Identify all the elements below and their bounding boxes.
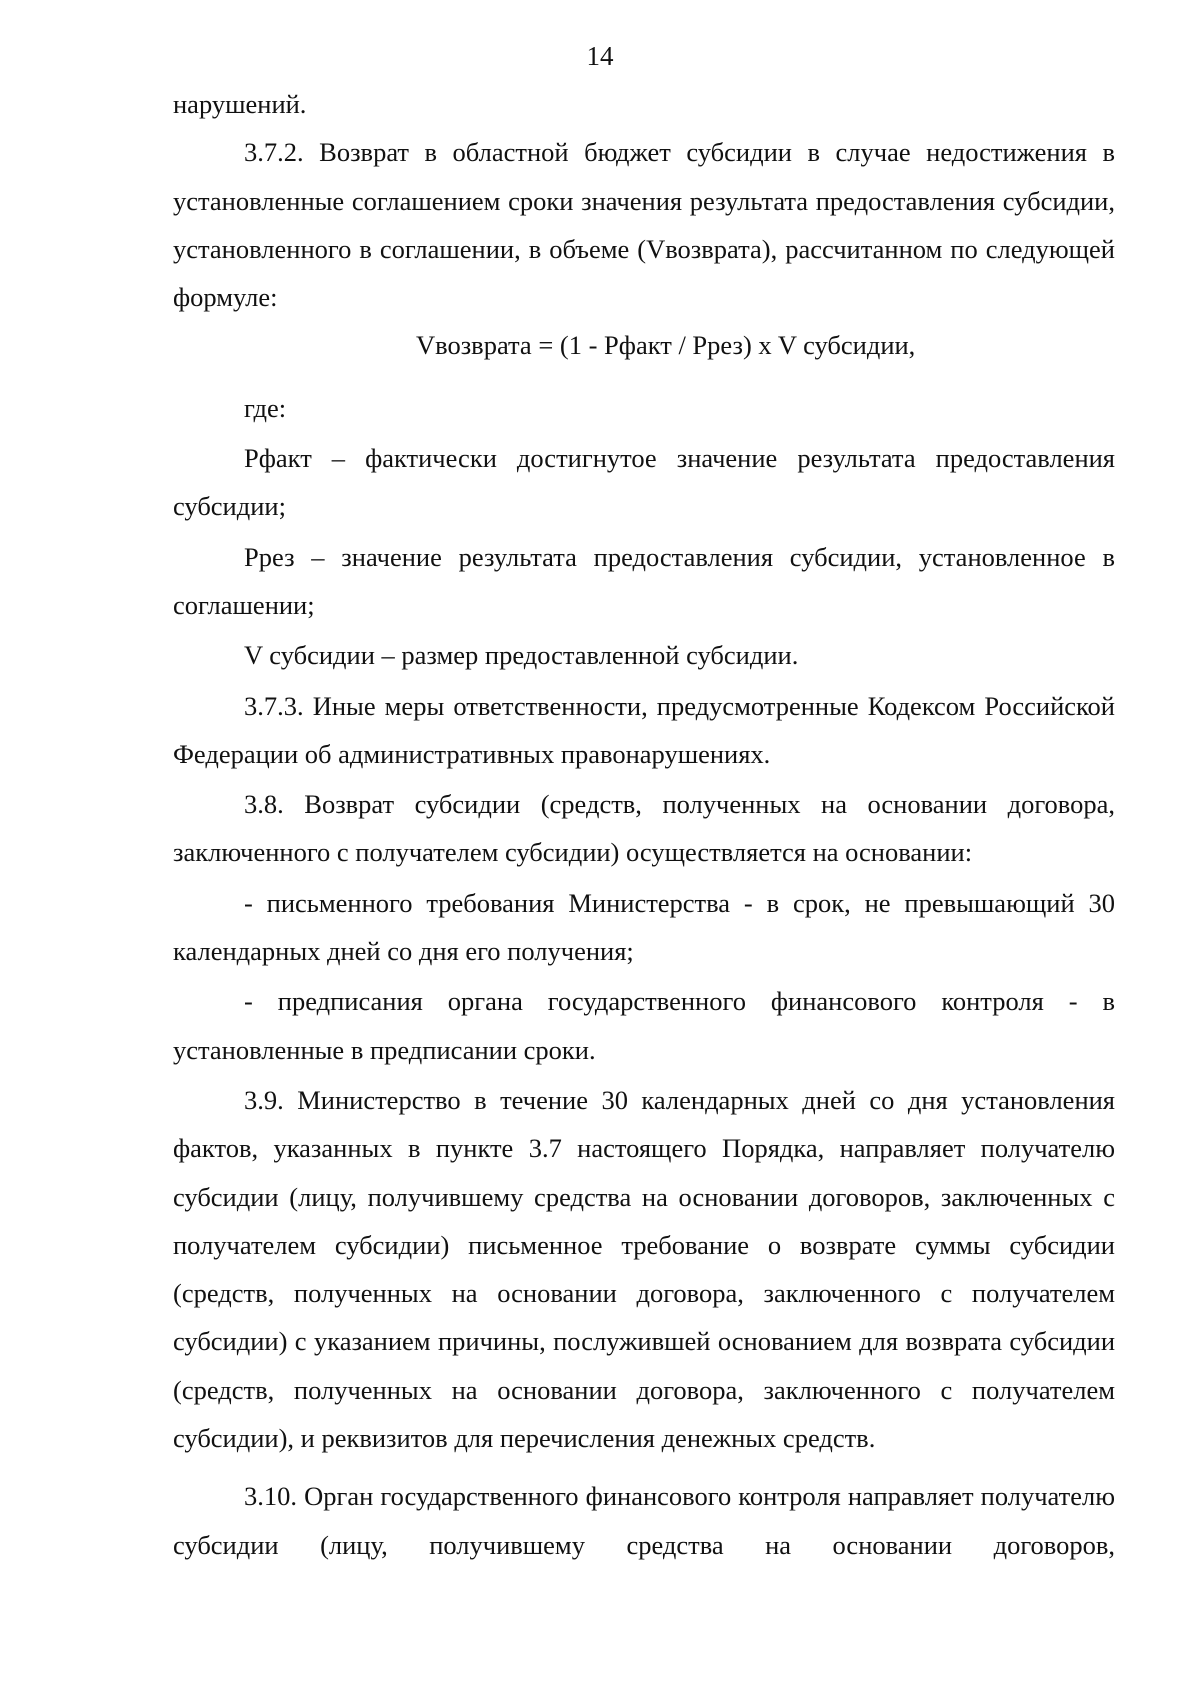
- paragraph-3-9: 3.9. Министерство в течение 30 календарных дней со дня установления фактов, указанных в пункте 3.7 настоящего Порядка, направляет получателю субсидии (лицу, получившему средства на основании договоров, заключенных с получателем субсидии) письменное требование о возврате суммы субсидии (средств, полученных на основании договора, заключенного с получателем субсидии) с указанием причины, послужившей основанием для возврата субсидии (средств, полученных на основании договора, заключенного с получателем субсидии), и реквизитов для перечисления денежных средств.: [173, 1084, 1115, 1454]
- paragraph-3-7-2: 3.7.2. Возврат в областной бюджет субсидии в случае недостижения в установленные соглашением сроки значения результата предоставления субсидии, установленного в соглашении, в объеме (Vвозврата), рассчитанном по следующей формуле:: [173, 137, 1115, 313]
- paragraph-prez: Pрез – значение результата предоставления субсидии, установленное в соглашении;: [173, 541, 1115, 620]
- formula: Vвозврата = (1 - Pфакт / Pрез) x V субсидии,: [416, 330, 916, 361]
- paragraph-3-7-3: 3.7.3. Иные меры ответственности, предусмотренные Кодексом Российской Федерации об административных правонарушениях.: [173, 690, 1115, 769]
- paragraph-3-10: 3.10. Орган государственного финансового контроля направляет получателю субсидии (лицу, получившему средства на основании договоров,: [173, 1481, 1115, 1560]
- paragraph-pfact: Pфакт – фактически достигнутое значение результата предоставления субсидии;: [173, 443, 1115, 522]
- paragraph-3-8: 3.8. Возврат субсидии (средств, полученных на основании договора, заключенного с получателем субсидии) осуществляется на основании:: [173, 789, 1115, 868]
- paragraph-written-demand: - письменного требования Министерства - в срок, не превышающий 30 календарных дней со дня его получения;: [173, 887, 1115, 967]
- paragraph-continuation: нарушений.: [173, 89, 307, 119]
- document-body: [173, 80, 1115, 1569]
- paragraph-where: где:: [244, 392, 287, 423]
- paragraph-v-subsidy: V субсидии – размер предоставленной субсидии.: [244, 640, 799, 671]
- paragraph-prescription: - предписания органа государственного финансового контроля - в установленные в предписании сроки.: [173, 986, 1115, 1065]
- page-number: 14: [586, 41, 614, 71]
